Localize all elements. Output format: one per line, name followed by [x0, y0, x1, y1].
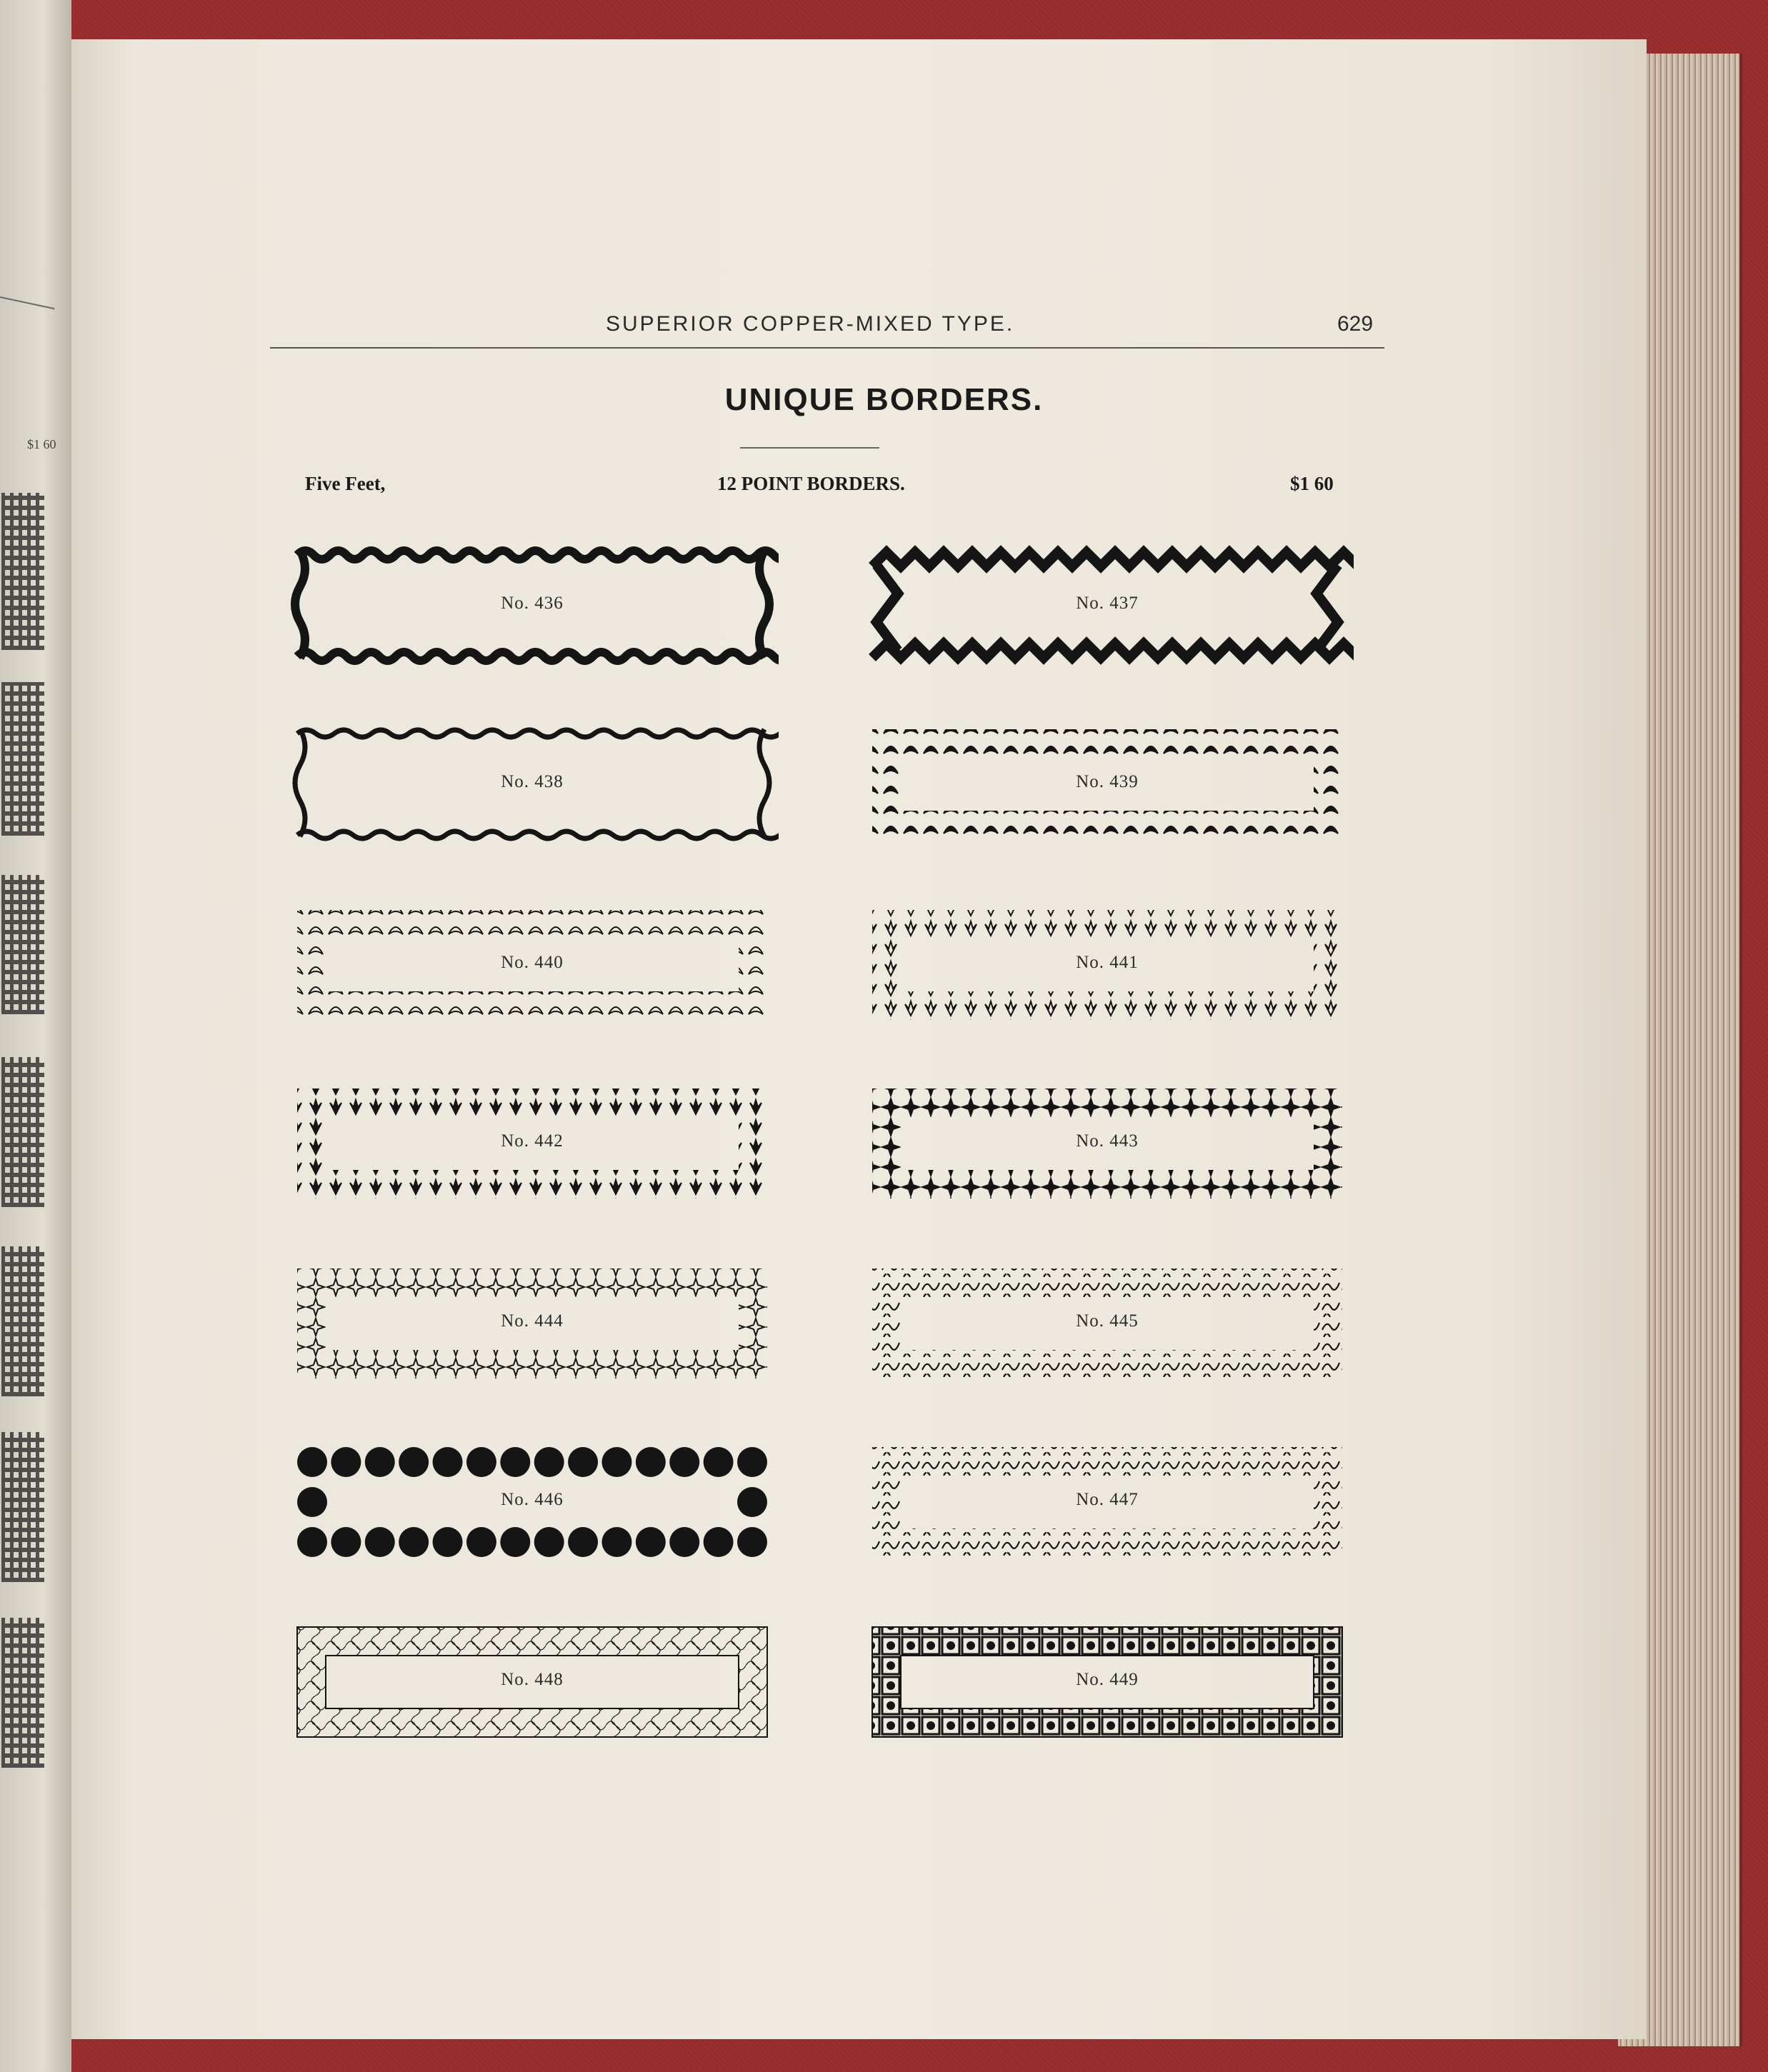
- border-number-label: No. 439: [1076, 772, 1139, 791]
- border-specimen: [286, 718, 779, 851]
- border-number-label: No. 445: [1076, 1311, 1139, 1331]
- left-page-price: $1 60: [27, 437, 56, 451]
- left-page-rule: [0, 296, 55, 309]
- title-rule: [740, 447, 879, 449]
- left-page-border-sample: [1, 1432, 44, 1582]
- border-number-label: No. 437: [1076, 594, 1139, 613]
- section-heading: 12 POINT BORDERS.: [717, 473, 905, 494]
- border-specimen: [286, 1257, 779, 1390]
- border-specimen: [286, 1077, 779, 1210]
- border-number-label: No. 448: [501, 1670, 564, 1689]
- left-page-border-sample: [1, 493, 44, 650]
- border-specimen: [861, 539, 1354, 672]
- price-label: $1 60: [1290, 473, 1334, 494]
- border-number-label: No. 438: [501, 772, 564, 791]
- left-page-border-sample: [1, 875, 44, 1014]
- length-label: Five Feet,: [305, 473, 386, 494]
- border-specimen: [861, 1436, 1354, 1568]
- border-specimen: [286, 1436, 779, 1568]
- border-specimen: [861, 1077, 1354, 1210]
- border-number-label: No. 446: [501, 1490, 564, 1509]
- border-specimen: [861, 1616, 1354, 1748]
- border-specimen: [861, 1257, 1354, 1390]
- border-specimen: [286, 1616, 779, 1748]
- border-number-label: No. 443: [1076, 1131, 1139, 1151]
- left-page-border-sample: [1, 1057, 44, 1207]
- border-specimen: [286, 899, 779, 1031]
- border-specimen: [861, 718, 1354, 851]
- page-number: 629: [1337, 312, 1374, 336]
- border-specimen: [286, 539, 779, 672]
- left-page: [0, 0, 71, 2072]
- border-number-label: No. 449: [1076, 1670, 1139, 1689]
- left-page-border-sample: [1, 682, 44, 836]
- border-number-label: No. 440: [501, 953, 564, 972]
- border-number-label: No. 436: [501, 594, 564, 613]
- running-head: SUPERIOR COPPER-MIXED TYPE.: [606, 312, 1015, 336]
- header-rule: [270, 347, 1384, 349]
- border-number-label: No. 442: [501, 1131, 564, 1151]
- left-page-border-sample: [1, 1246, 44, 1396]
- page-title: UNIQUE BORDERS.: [724, 382, 1044, 417]
- border-number-label: No. 444: [501, 1311, 564, 1331]
- border-specimen: [861, 899, 1354, 1031]
- border-number-label: No. 447: [1076, 1490, 1139, 1509]
- left-page-border-sample: [1, 1618, 44, 1768]
- border-number-label: No. 441: [1076, 953, 1139, 972]
